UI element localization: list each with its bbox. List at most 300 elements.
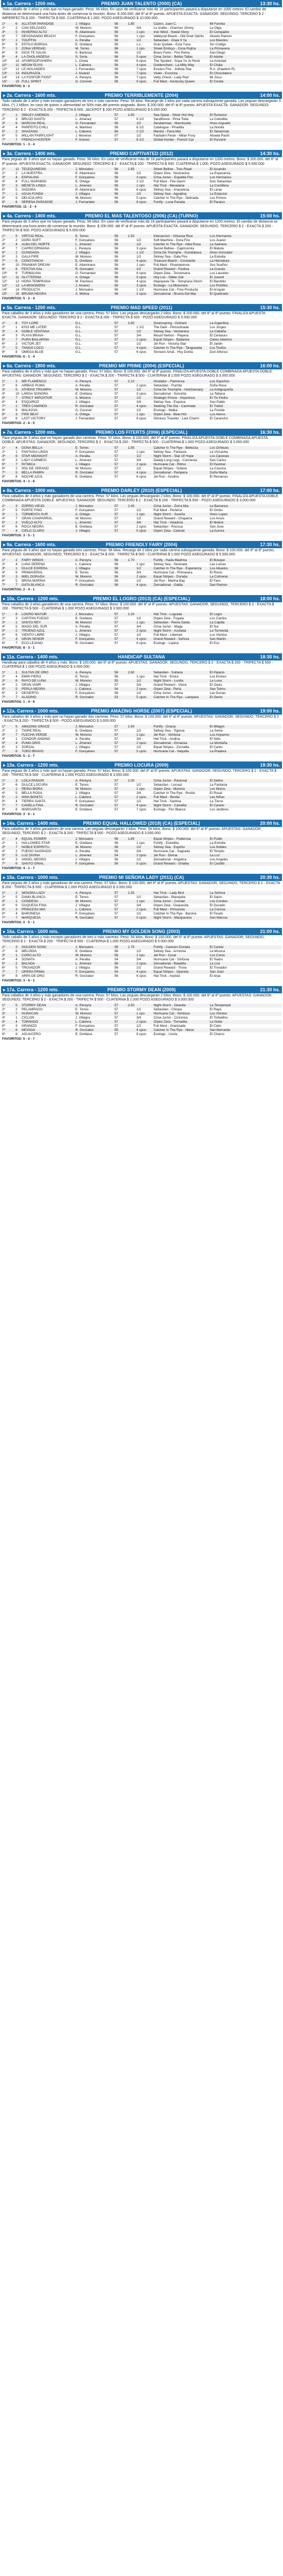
- horse-name: AGUA FUNDA: [21, 192, 74, 196]
- margin: 2 cpos: [136, 383, 147, 387]
- jockey-name: E. Orellana: [75, 728, 92, 733]
- owner-stud: El Templo: [209, 849, 224, 853]
- finish-position: 7º: [1, 47, 14, 51]
- table-row: [1, 392, 282, 396]
- odds: [122, 196, 135, 200]
- owner-stud: La Estrella: [209, 841, 226, 845]
- owner-stud: El Jardin: [209, 342, 223, 346]
- post-position: 2: [15, 728, 17, 733]
- margin: [135, 167, 152, 172]
- post-position: 2: [14, 962, 21, 966]
- horse-name: BARONESA: [21, 911, 41, 916]
- margin: 1/2: [135, 388, 152, 392]
- owner-stud: Los Potrillos: [209, 284, 282, 288]
- odds: [122, 471, 135, 475]
- pedigree: Glorious Traveler - Last Charm: [153, 416, 200, 420]
- pedigree: Ecologo - Lejana: [153, 641, 179, 645]
- post-position: 1: [14, 954, 21, 958]
- table-row: [1, 454, 282, 459]
- horse-name: TRES CAMINOS: [21, 404, 74, 409]
- race-number-distance: ▸ 5a. Carrera - 1200 mts.: [3, 304, 57, 310]
- horse-name: NIÑA BONITA: [21, 795, 74, 800]
- margin: 1/2: [136, 408, 142, 412]
- post-position: 7: [14, 396, 21, 400]
- jockey-name: J. Villagra: [75, 745, 90, 749]
- horse-name: CORO ALTO: [21, 954, 74, 958]
- race-conditions: Para caballos de 3 años y más que no hayan ganado dos carreras. Peso: 57 kilos. Bono: $ 100.000. del 6º al 8º puesto. APUESTAS: GANADOR, SEGUNDO, TERCERO $ 2 - EXACTA $ 200 - TRIFECTA $ 500 - POZO ASEGURADO $ 3.000.000: [2, 715, 279, 723]
- race-block: [1, 707, 282, 758]
- race-title: PREMIO MI SEÑORA LADY (2011) (CA): [99, 874, 184, 880]
- pedigree: Sebastian - Sultana: [152, 671, 208, 675]
- odds: 1.90: [122, 113, 135, 117]
- post-position: 5: [14, 471, 21, 475]
- race-number-distance: ▸ 14a. Carrera - 1400 mts.: [3, 820, 59, 826]
- owner-stud: La Nube: [209, 1020, 282, 1024]
- favorites-line: FAVORITOS: 3 - 5 - 1: [2, 533, 35, 537]
- finish-position: 2º: [2, 841, 5, 845]
- finish-position: 6º: [2, 857, 5, 861]
- table-row: [1, 284, 282, 288]
- horse-name: HALLOWED STAR: [21, 841, 50, 845]
- race-title: HANDICAP SULTANA: [118, 654, 165, 659]
- weight: 57: [113, 725, 122, 729]
- owner-stud: La Cordillera: [209, 184, 282, 188]
- table-row: [1, 388, 282, 392]
- race-block: [1, 0, 282, 89]
- weight: 57: [114, 895, 118, 899]
- post-position: 8: [15, 807, 17, 811]
- weight: 57: [113, 637, 122, 641]
- finish-position: 2º: [2, 238, 5, 242]
- race-block: [1, 986, 282, 1041]
- odds: [122, 567, 135, 571]
- margin: 2 cpos: [135, 687, 152, 691]
- horse-name: TIERRA SANTA: [21, 799, 46, 803]
- post-position: 4: [14, 1020, 21, 1024]
- pedigree: Full Mast - Pinamarense: [153, 263, 190, 267]
- weight: 57: [114, 1007, 118, 1011]
- pedigree: Treasure Beach - Constante: [152, 259, 208, 263]
- table-row: [1, 791, 282, 795]
- owner-stud: La Salinera: [209, 243, 282, 247]
- finish-position: 1º: [1, 504, 14, 509]
- finish-position: 6º: [2, 342, 5, 346]
- horse-name: CIELO CLARO: [21, 529, 74, 533]
- horse-name: PRINCESA MIA: [21, 908, 74, 912]
- weight: 56: [114, 691, 118, 695]
- weight: 57: [113, 1020, 122, 1024]
- owner-stud: La Cabaña: [209, 330, 282, 334]
- table-row: [1, 916, 282, 920]
- odds: [122, 791, 135, 795]
- post-position: 4: [15, 957, 17, 961]
- finish-position: 12º: [2, 67, 7, 71]
- table-row: [1, 625, 282, 629]
- table-row: [1, 795, 282, 800]
- odds: [122, 35, 135, 39]
- horse-name: BRISA MARINA: [21, 579, 46, 583]
- pedigree: Sinneon Amal - Hoy Dorita: [153, 350, 193, 354]
- weight: 56: [113, 251, 122, 255]
- pedigree: Hurricane Cat - Fine Producta: [153, 287, 198, 292]
- owner-stud: La Montaña: [209, 741, 282, 745]
- finish-position: 15º: [1, 292, 14, 296]
- table-row: [1, 172, 282, 176]
- jockey-name: K. Barbosa: [75, 50, 92, 55]
- race-number-distance: ▸ 11a. Carrera - 1400 mts.: [3, 654, 59, 659]
- race-conditions: Para caballos de 3 años y más ganadores de una carrera. Peso: 57 kilos. Las yeguas descargarán 2 kilos. Bono: $ 100.000. del 6º al 8º puesto. FINALIZA APUESTA DOBLE COMBINADA APUESTA DOBLE. APUESTAS: GANADOR: SEGUNDO: TERCERO $ 2 - EXACTA $ 200 - TRIFECTA $ 500 - POZO ASEGURADO $ 3.000.000: [2, 494, 278, 502]
- jockey-name: R. Gonzalez: [74, 1028, 113, 1032]
- weight: 56: [113, 267, 122, 272]
- post-position: 4: [15, 911, 17, 916]
- owner-stud: Cielos Abiertos: [209, 338, 282, 342]
- pedigree: Orpen Zeta - Nostracina: [153, 172, 190, 175]
- horse-name: ZORZAL: [21, 745, 35, 749]
- race-conditions: Para yeguas de 3 años que no hayan ganado. Peso: 56 kilos. En caso de verificarse más de 16 participantes pasará a disputarse en 1200 metros. El cambio de distancia se determinará una hora antes de comenzar la reunión. Bono: $ 200.000. del 6º al 8º puesto. APUESTA EXACTA. GANADOR: SEGUNDO. TERCERO $ 2 - EXACTA $ 200 - TRIFECTA $ 500. POZO ASEGURADO $ 5.000.000: [2, 220, 278, 232]
- finish-position: 1º: [1, 1004, 14, 1008]
- jockey-name: J. Villagra: [75, 965, 90, 970]
- post-position: 6: [14, 454, 21, 459]
- finish-position: 2º: [2, 450, 5, 454]
- margin: 7 cpos: [136, 75, 147, 79]
- finish-position: 6º: [2, 400, 5, 404]
- post-position: 8: [15, 50, 17, 55]
- jockey-name: A. Pereyra: [75, 75, 92, 79]
- finish-position: 2º: [2, 383, 5, 387]
- horse-name: ATHENS TRIUMPH: [21, 388, 74, 392]
- horse-name: MESETA LINDA: [21, 184, 74, 188]
- weight: 57: [113, 787, 122, 791]
- jockey-name: L. Jimenez: [74, 741, 113, 745]
- jockey-name: R. Gonzalez: [75, 641, 94, 645]
- pedigree: Iron Wind - Sweet Story: [152, 30, 208, 35]
- odds: [122, 691, 135, 696]
- race-block: [1, 362, 282, 426]
- post-position: 7: [14, 970, 21, 974]
- odds: [122, 392, 135, 396]
- pedigree: Sidney Sea - Gala Fire: [153, 255, 188, 259]
- pedigree: Grand Reward - Festiva: [152, 267, 208, 272]
- margin: [135, 321, 152, 326]
- jockey-name: E. Orellana: [75, 949, 92, 953]
- jockey-name: G. Coronel: [75, 408, 92, 412]
- horse-name: DESIERTO: [21, 691, 39, 695]
- horse-name: ANGEL NEGRO: [21, 857, 46, 861]
- pedigree: Sidney Sea - Tigresa: [153, 728, 185, 733]
- odds: [122, 954, 135, 958]
- post-position: 1: [14, 900, 21, 904]
- table-row: [1, 196, 282, 200]
- pedigree: Hurricane Cat - Primavera: [153, 570, 192, 574]
- table-row: [1, 55, 282, 59]
- margin: 1 1/2: [136, 325, 144, 329]
- weight: 56: [113, 276, 122, 280]
- post-position: 4: [14, 243, 21, 247]
- horse-name: VIRTUD REAL: [21, 234, 74, 239]
- finish-position: 7º: [1, 1028, 14, 1032]
- pedigree: Equal Stripes - Opereta: [152, 970, 208, 974]
- weight: 56: [113, 954, 122, 958]
- race-time: 20:00 hs.: [260, 820, 280, 826]
- odds: [122, 617, 135, 621]
- results-table: [1, 167, 282, 205]
- weight: 56: [113, 962, 122, 966]
- odds: [122, 80, 135, 84]
- table-row: [1, 617, 282, 621]
- margin: 1/2: [136, 745, 142, 749]
- weight: 54: [113, 687, 122, 691]
- table-row: [1, 272, 282, 276]
- weight: 56: [113, 22, 122, 26]
- owner-stud: Los Hermanos: [209, 234, 282, 239]
- post-position: 1: [14, 39, 21, 43]
- margin: 1/2: [136, 691, 142, 695]
- jockey-name: J. Monsalvo: [74, 945, 113, 950]
- margin: 1/2: [136, 633, 142, 637]
- pedigree: Hat Trick - Arpista: [153, 974, 180, 978]
- race-header: [1, 304, 282, 311]
- pedigree: Equal Stripes - Zorzalita: [153, 745, 189, 749]
- owner-stud: El Ducado: [209, 903, 225, 907]
- finish-position: 5º: [1, 184, 14, 188]
- odds: [122, 858, 135, 862]
- owner-stud: El Cielo: [209, 1024, 221, 1028]
- horse-name: CAN DELGADO: [21, 26, 46, 30]
- jockey-name: E. Torres: [75, 895, 89, 899]
- horse-name: SHAZANG: [21, 130, 74, 134]
- margin: 1/2: [135, 679, 152, 683]
- owner-stud: La Florida: [209, 408, 225, 412]
- results-table: [1, 558, 282, 587]
- owner-stud: La Estacion: [209, 192, 282, 196]
- weight: 56: [113, 575, 122, 579]
- horse-name: ARPA DE ORO: [21, 974, 45, 978]
- finish-position: 8º: [2, 474, 5, 479]
- pedigree: Zensational - Sonorita: [153, 392, 186, 396]
- horse-name: TOUFFIN: [21, 39, 74, 43]
- horse-name: AMAZING GRACE: [21, 725, 74, 729]
- odds: [122, 895, 135, 900]
- horse-name: SANTO GRIAL: [21, 862, 74, 866]
- results-table: [1, 113, 282, 142]
- margin: 1/2: [135, 396, 152, 400]
- post-position: 7: [14, 1012, 21, 1016]
- finish-position: 4º: [2, 516, 5, 520]
- odds: [122, 787, 135, 791]
- odds: [122, 641, 135, 646]
- margin: 4 cpos: [135, 583, 152, 587]
- table-row: [1, 583, 282, 587]
- pedigree: Grand Reward - Trova: [153, 965, 187, 970]
- jockey-name: F. Gomez: [74, 138, 113, 142]
- owner-stud: Los Mandos: [209, 39, 282, 43]
- weight: 57: [113, 629, 122, 633]
- odds: [122, 188, 135, 192]
- finish-position: 3º: [1, 900, 14, 904]
- owner-stud: La Antiguqueña: [209, 388, 282, 392]
- finish-position: 1º: [1, 613, 14, 617]
- post-position: 6: [15, 570, 17, 574]
- horse-name: DELICIA ARO: [21, 196, 43, 200]
- horse-name: GRANIZO: [21, 1024, 37, 1028]
- table-row: [1, 513, 282, 517]
- finish-position: 3º: [1, 30, 14, 35]
- odds: 1.50: [122, 234, 135, 239]
- margin: 1 cpo: [135, 733, 152, 737]
- owner-stud: El Centauro: [209, 333, 227, 337]
- horse-name: HORA TEMPRANA: [21, 279, 51, 283]
- finish-position: 4º: [2, 957, 5, 961]
- odds: [122, 679, 135, 683]
- jockey-name: A. Peralta: [75, 737, 90, 741]
- weight: 57: [113, 338, 122, 342]
- table-row: [1, 417, 282, 421]
- pedigree: Zensational - Grisacea: [152, 741, 208, 745]
- table-row: [1, 1032, 282, 1037]
- odds: [122, 404, 135, 409]
- odds: [122, 525, 135, 529]
- finish-position: 3º: [1, 1012, 14, 1016]
- jockey-name: R. Gonzalez: [74, 267, 113, 272]
- post-position: 4: [14, 330, 21, 334]
- margin: 3/4: [136, 957, 142, 961]
- weight: 57: [114, 783, 118, 787]
- table-row: [1, 122, 282, 126]
- horse-name: GRAN SEÑOR: [21, 637, 74, 641]
- horse-name: OMEGA BLUE: [21, 350, 44, 354]
- table-row: [1, 808, 282, 812]
- post-position: 4: [14, 529, 21, 533]
- finish-position: 5º: [1, 463, 14, 467]
- weight: 56: [114, 75, 118, 79]
- jockey-name: R. Gonzalez: [74, 471, 113, 475]
- pedigree: Hat Trick - Voladora: [152, 521, 208, 525]
- post-position: 5: [14, 725, 21, 729]
- owner-stud: El Castillo: [209, 862, 282, 866]
- owner-stud: La Nonita: [209, 126, 224, 129]
- post-position: 4: [15, 400, 17, 404]
- table-row: [1, 384, 282, 388]
- weight: 54: [114, 957, 118, 961]
- pedigree: Zensational - Angelica: [153, 857, 187, 861]
- pedigree: Catcher In The Rye - Tangueada: [152, 346, 208, 350]
- race-time: 17:30 hs.: [260, 541, 280, 547]
- margin: 1/2: [136, 857, 142, 861]
- margin: 3/4: [136, 26, 142, 30]
- favorites-line: FAVORITOS: 3 - 6 - 1: [2, 978, 35, 982]
- table-row: [1, 259, 282, 263]
- owner-stud: La Tempestad: [209, 1004, 282, 1008]
- jockey-name: A. Peralta: [75, 383, 90, 387]
- weight: 58: [114, 579, 118, 583]
- race-conditions: Para yeguas de 3 años que no hayan ganado. Peso: 56 kilos. En caso de verificarse más de 16 participantes pasará a disputarse en 1200 metros. Bono: $ 200.000. del 6º al 8º puesto. APUESTA EXACTA. GANADOR: SEGUNDO: TERCERO $ 2 - EXACTA $ 200 - TRIFECTA $ 500. CUATERNA $ 1.000. POZO ASEGURADO $ 5.000.000: [2, 158, 278, 166]
- pedigree: Sidney Sea - Aguatina: [152, 192, 208, 196]
- jockey-name: G.L.: [75, 342, 82, 346]
- favorites-line: FAVORITOS: 4 - 1 - 7: [2, 866, 35, 870]
- table-row: [1, 966, 282, 970]
- margin: 1/2: [136, 134, 142, 138]
- table-row: [1, 321, 282, 326]
- race-title: PREMIO LOCURA (2009): [114, 762, 169, 768]
- race-number-distance: ▸ 4a. Carrera - 1400 mts.: [3, 213, 57, 218]
- table-row: [1, 529, 282, 533]
- odds: [122, 571, 135, 575]
- pedigree: Fairbairn Fever - Milan Foxy: [153, 134, 196, 138]
- jockey-name: F. Gonçalves: [74, 637, 113, 641]
- finish-position: 4º: [2, 180, 5, 183]
- odds: [122, 51, 135, 55]
- race-conditions: Para caballos de 3 años y más ganadores de una carrera. Peso: 57 kilos. Las yeguas descargarán 2 kilos. Bono: $ 200.000. del 6º al 8º puesto. FINALIZA APUESTA EXACTA. GANADOR: SEGUNDO: TERCERO $ 2 - EXACTA $ 200 - TRIFECTA $ 500 - POZO ASEGURADO $ 5.000.000: [2, 311, 266, 319]
- jockey-name: W. Moreno: [74, 388, 113, 392]
- owner-stud: La Esperanza: [209, 172, 231, 175]
- odds: [122, 172, 135, 176]
- weight: 57: [114, 1032, 118, 1036]
- race-number-distance: ▸ 9a. Carrera - 1600 mts.: [3, 541, 57, 547]
- table-row: [1, 641, 282, 646]
- post-position: 2: [15, 342, 17, 346]
- race-block: [1, 761, 282, 817]
- race-time: 19:30 hs.: [260, 762, 280, 768]
- horse-name: ESQUIROZ: [21, 400, 39, 404]
- finish-position: 6º: [2, 691, 5, 695]
- table-row: [1, 450, 282, 454]
- jockey-name: F. Gonçalves: [74, 750, 113, 754]
- finish-position: 4º: [2, 126, 5, 129]
- odds: [122, 733, 135, 737]
- table-row: [1, 958, 282, 962]
- jockey-name: W. Moreno: [74, 787, 113, 791]
- margin: 1/2: [136, 172, 142, 175]
- weight: 56: [113, 167, 122, 172]
- jockey-name: J. Monsalvo: [74, 504, 113, 509]
- table-row: [1, 176, 282, 180]
- owner-stud: Abuela Pachi: [209, 134, 229, 138]
- owner-stud: El Torbellino: [209, 1015, 228, 1020]
- jockey-name: J. Fernandez: [75, 67, 95, 71]
- jockey-name: R. Gonzalez: [74, 916, 113, 920]
- margin: 4 cpos: [135, 471, 152, 475]
- weight: 56: [113, 243, 122, 247]
- horse-name: LA CHOLANDESA: [21, 55, 74, 59]
- margin: 1/2: [136, 1007, 142, 1011]
- finish-position: 6º: [2, 633, 5, 637]
- horse-name: PINAMAR DREAM: [21, 263, 50, 267]
- jockey-name: R. Altamirano: [75, 188, 96, 192]
- finish-position: 3º: [1, 454, 14, 459]
- margin: 3 cpos: [135, 176, 152, 180]
- odds: [122, 900, 135, 904]
- results-table: [1, 446, 282, 479]
- owner-stud: San Juan: [209, 970, 282, 974]
- finish-position: 1º: [1, 945, 14, 950]
- weight: 56: [113, 259, 122, 263]
- odds: [122, 970, 135, 974]
- table-row: [1, 733, 282, 737]
- pedigree: Full Mast - Granizada: [153, 1024, 186, 1028]
- margin: 2 1/2: [135, 130, 152, 134]
- odds: [122, 326, 135, 330]
- table-row: [1, 263, 282, 267]
- post-position: 4: [14, 55, 21, 59]
- finish-position: 6º: [2, 965, 5, 970]
- odds: [122, 47, 135, 51]
- race-header: [1, 874, 282, 881]
- post-position: 10: [15, 392, 20, 396]
- owner-stud: La Corona: [209, 908, 282, 912]
- jockey-name: E. Orellana: [75, 42, 92, 46]
- owner-stud: El Arpa: [209, 974, 221, 978]
- jockey-name: J. Villagra: [75, 1015, 90, 1020]
